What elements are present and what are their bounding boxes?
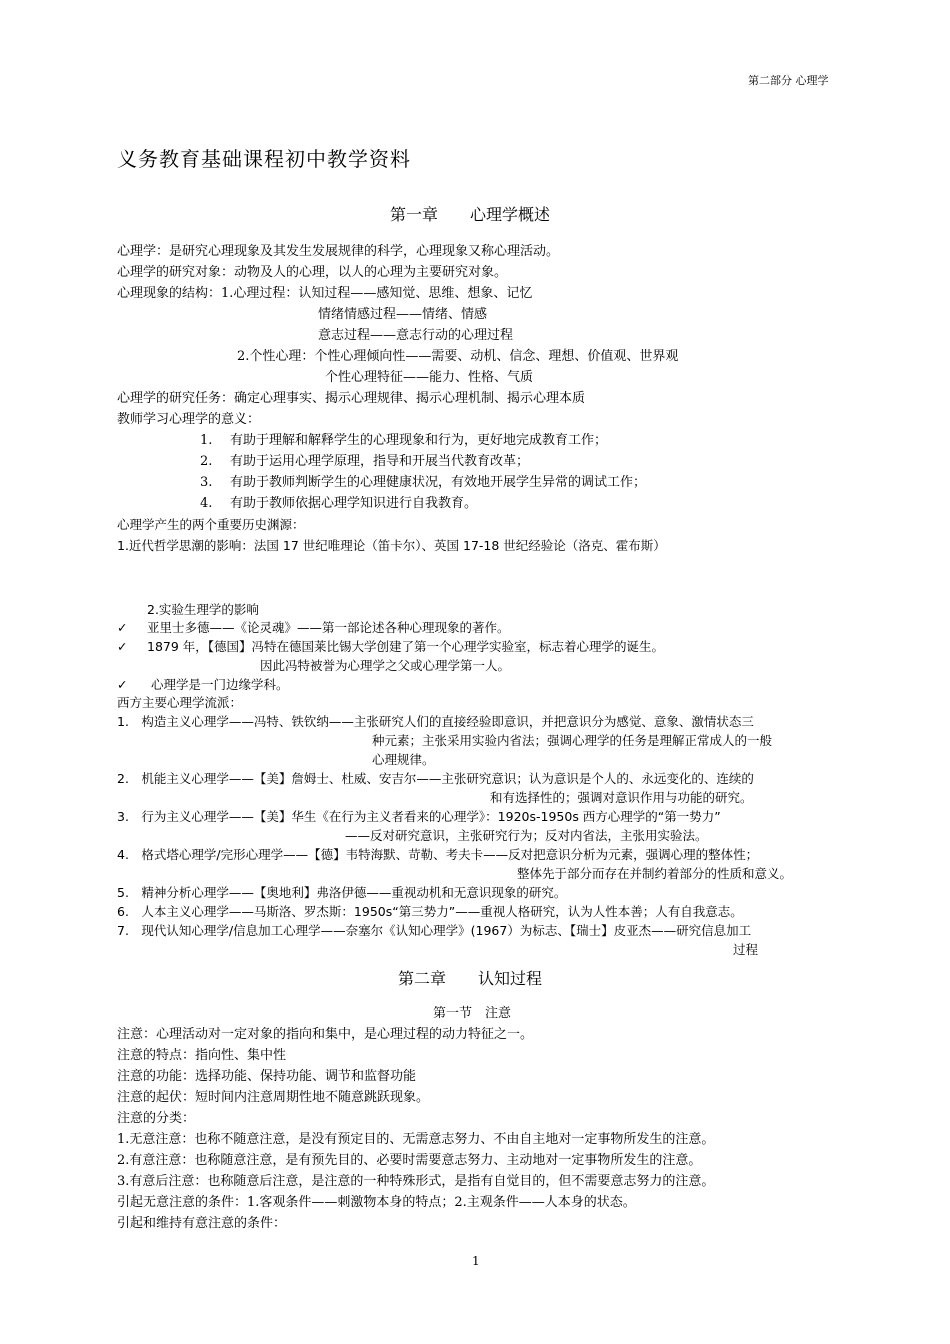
origin-2: 2.实验生理学的影响 <box>147 602 259 617</box>
attention-line: 注意：心理活动对一定对象的指向和集中，是心理过程的动力特征之一。 <box>117 1027 534 1042</box>
list-item: 2. 有助于运用心理学原理，指导和开展当代教育改革； <box>200 454 530 469</box>
chapter-1-title: 第一章 心理学概述 <box>390 205 551 224</box>
school-7: 7. 现代认知心理学/信息加工心理学——奈塞尔《认知心理学》(1967）为标志、【瑞士】皮亚杰——研究信息加工 <box>117 923 752 938</box>
schools-label: 西方主要心理学流派： <box>117 695 243 710</box>
attention-line: 注意的功能：选择功能、保持功能、调节和监督功能 <box>117 1069 417 1084</box>
school-3-continued: ——反对研究意识，主张研究行为；反对内省法，主张用实验法。 <box>345 828 708 843</box>
school-4-continued: 整体先于部分而存在并制约着部分的性质和意义。 <box>517 866 793 881</box>
section-1-title: 第一节 注意 <box>433 1006 512 1021</box>
check-item-continued: 因此冯特被誉为心理学之父或心理学第一人。 <box>260 658 511 673</box>
list-item: 4. 有助于教师依据心理学知识进行自我教育。 <box>200 496 478 511</box>
school-1: 1. 构造主义心理学——冯特、铁钦纳——主张研究人们的直接经验即意识，并把意识分为感觉、意象、激情状态三 <box>117 714 754 729</box>
checkmark-icon: ✓ <box>117 620 128 635</box>
origin-1: 1.近代哲学思潮的影响：法国 17 世纪唯理论（笛卡尔）、英国 17-18 世纪经验论（洛克、霍布斯） <box>117 538 666 553</box>
significance-label: 教师学习心理学的意义： <box>117 412 261 427</box>
structure-line-4: 2.个性心理：个性心理倾向性——需要、动机、信念、理想、价值观、世界观 <box>237 349 679 364</box>
attention-line: 2.有意注意：也称随意注意，是有预先目的、必要时需要意志努力、主动地对一定事物所发生的注意。 <box>117 1153 702 1168</box>
checkmark-icon: ✓ <box>117 677 128 692</box>
list-item: 1. 有助于理解和解释学生的心理现象和行为，更好地完成教育工作； <box>200 433 608 448</box>
attention-line: 引起无意注意的条件：1.客观条件——刺激物本身的特点；2.主观条件——人本身的状态。 <box>117 1195 636 1210</box>
school-5: 5. 精神分析心理学——【奥地利】弗洛伊德——重视动机和无意识现象的研究。 <box>117 885 567 900</box>
school-3: 3. 行为主义心理学——【美】华生《在行为主义者看来的心理学》：1920s-1950s 西方心理学的“第一势力” <box>117 809 721 824</box>
structure-line-2: 情绪情感过程——情绪、情感 <box>318 307 488 322</box>
structure-line-5: 个性心理特征——能力、性格、气质 <box>325 370 534 385</box>
chapter-2-title: 第二章 认知过程 <box>398 969 543 988</box>
origins-label: 心理学产生的两个重要历史渊源： <box>117 517 305 532</box>
research-tasks: 心理学的研究任务：确定心理事实、揭示心理规律、揭示心理机制、揭示心理本质 <box>117 391 586 406</box>
attention-line: 1.无意注意：也称不随意注意，是没有预定目的、无需意志努力、不由自主地对一定事物所发生的注意。 <box>117 1132 715 1147</box>
attention-line: 注意的起伏：短时间内注意周期性地不随意跳跃现象。 <box>117 1090 430 1105</box>
school-2: 2. 机能主义心理学——【美】詹姆士、杜威、安吉尔——主张研究意识；认为意识是个人的、永远变化的、连续的 <box>117 771 754 786</box>
check-item: ✓ 心理学是一门边缘学科。 <box>117 677 289 692</box>
school-2-continued: 和有选择性的；强调对意识作用与功能的研究。 <box>490 790 753 805</box>
school-1-continued: 种元素；主张采用实验内省法；强调心理学的任务是理解正常成人的一般 <box>372 733 773 748</box>
checkmark-icon: ✓ <box>117 639 128 654</box>
attention-line: 3.有意后注意：也称随意后注意，是注意的一种特殊形式，是指有自觉目的，但不需要意志努力的注意。 <box>117 1174 715 1189</box>
list-item: 3. 有助于教师判断学生的心理健康状况，有效地开展学生异常的调试工作； <box>200 475 647 490</box>
document-title: 义务教育基础课程初中教学资料 <box>117 147 411 171</box>
check-item: ✓ 亚里士多德——《论灵魂》——第一部论述各种心理现象的著作。 <box>117 620 510 635</box>
school-4: 4. 格式塔心理学/完形心理学——【德】韦特海默、苛勒、考夫卡——反对把意识分析为元素，强调心理的整体性； <box>117 847 759 862</box>
attention-line: 引起和维持有意注意的条件： <box>117 1216 287 1231</box>
running-header: 第二部分 心理学 <box>748 74 829 87</box>
school-7-continued: 过程 <box>733 942 759 957</box>
structure-line-3: 意志过程——意志行动的心理过程 <box>318 328 514 343</box>
school-1-continued: 心理规律。 <box>372 752 435 767</box>
attention-line: 注意的特点：指向性、集中性 <box>117 1048 287 1063</box>
research-object: 心理学的研究对象：动物及人的心理，以人的心理为主要研究对象。 <box>117 265 508 280</box>
school-6: 6. 人本主义心理学——马斯洛、罗杰斯：1950s“第三势力”——重视人格研究，认为人性本善；人有自我意志。 <box>117 904 743 919</box>
check-item: ✓ 1879 年，【德国】冯特在德国莱比锡大学创建了第一个心理学实验室，标志着心理学的诞生。 <box>117 639 665 654</box>
psychology-definition: 心理学：是研究心理现象及其发生发展规律的科学，心理现象又称心理活动。 <box>117 244 560 259</box>
structure-line-1: 心理现象的结构：1.心理过程：认知过程——感知觉、思维、想象、记忆 <box>117 286 533 301</box>
page-number: 1 <box>472 1254 480 1268</box>
attention-line: 注意的分类： <box>117 1111 196 1126</box>
